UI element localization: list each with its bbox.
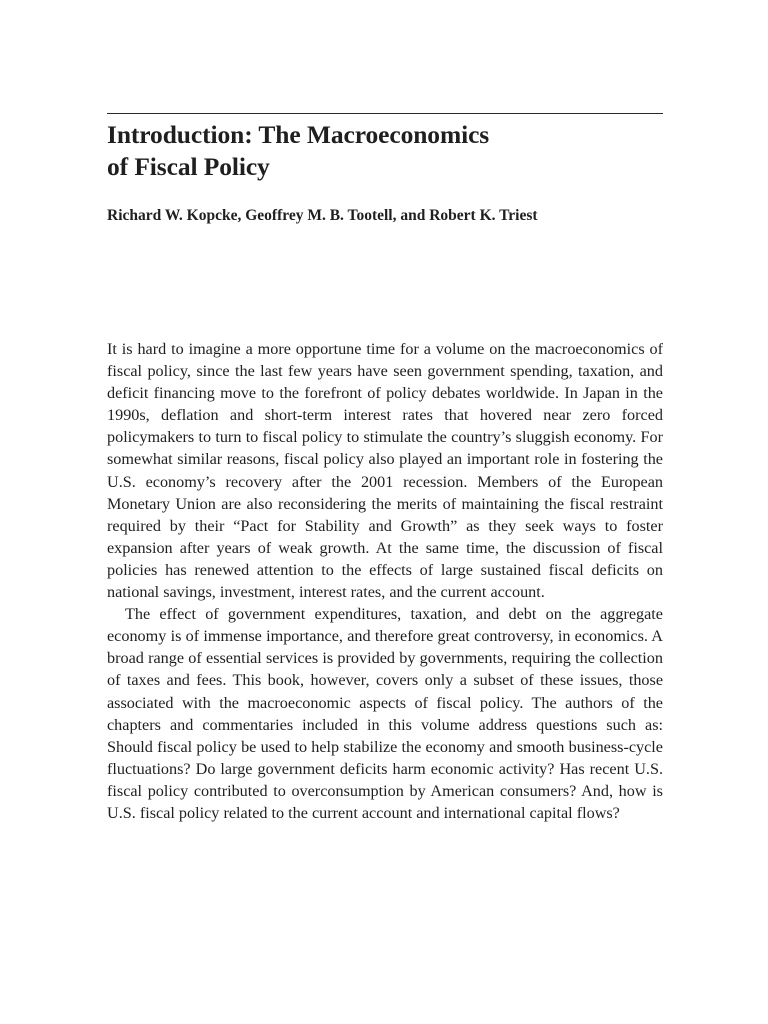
body-paragraph-2: The effect of government expenditures, taxation, and debt on the aggregate economy is of immense importance, and therefore great controversy, in economics. A broad range of essential services is provided by governments, requiring the collection of taxes and fees. This book, however, covers only a subset of these issues, those associated with the macroeconomic aspects of fiscal policy. The authors of the chapters and commentaries included in this volume address questions such as: Should fiscal policy be used to help stabilize the economy and smooth business-cycle fluctuations? Do large government deficits harm economic activity? Has recent U.S. fiscal policy contributed to overconsumption by American consumers? And, how is U.S. fiscal policy related to the current account and international capital flows? — [107, 605, 663, 822]
chapter-authors: Richard W. Kopcke, Geoffrey M. B. Tootell, and Robert K. Triest — [107, 207, 538, 224]
title-rule — [107, 113, 663, 114]
body-text — [107, 338, 663, 824]
body-paragraph-1: It is hard to imagine a more opportune time for a volume on the macroeconomics of fiscal policy, since the last few years have seen government spending, taxation, and deficit financing move to the forefront of policy debates worldwide. In Japan in the 1990s, deflation and short-term interest rates that hovered near zero forced policymakers to turn to fiscal policy to stimulate the country’s sluggish economy. For somewhat similar reasons, fiscal policy also played an important role in fostering the U.S. economy’s recovery after the 2001 recession. Members of the European Monetary Union are also reconsidering the merits of maintaining the fiscal restraint required by their “Pact for Stability and Growth” as they seek ways to foster expansion after years of weak growth. At the same time, the discussion of fiscal policies has renewed attention to the effects of large sustained fiscal deficits on national savings, investment, interest rates, and the current account. — [107, 340, 663, 602]
chapter-title-line-2: of Fiscal Policy — [107, 152, 270, 181]
chapter-title-line-1: Introduction: The Macroeconomics — [107, 120, 490, 149]
chapter-title — [107, 119, 663, 183]
